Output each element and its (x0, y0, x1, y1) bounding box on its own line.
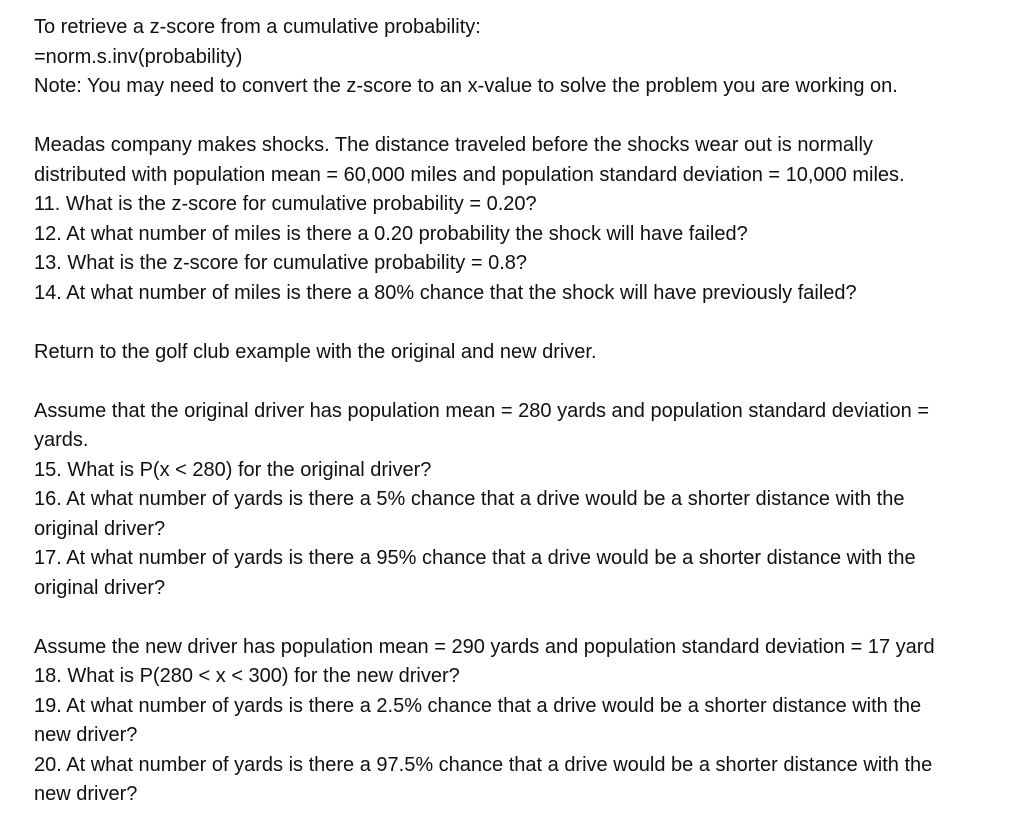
formula-line: =norm.s.inv(probability) (34, 45, 243, 68)
question-19-line-1: 19. At what number of yards is there a 2.5% chance that a drive would be a shorter distance with the (34, 694, 922, 717)
question-14: 14. At what number of miles is there a 80% chance that the shock will have previously failed? (34, 281, 857, 304)
question-20-line-2: new driver? (34, 783, 138, 805)
question-19-line-2: new driver? (34, 724, 138, 746)
question-12: 12. At what number of miles is there a 0.20 probability the shock will have failed? (34, 222, 748, 245)
note-line: Note: You may need to convert the z-score to an x-value to solve the problem you are working on. (34, 75, 898, 97)
shocks-context-line-2: distributed with population mean = 60,000 miles and population standard deviation = 10,000 miles. (34, 163, 905, 186)
question-16-line-1: 16. At what number of yards is there a 5% chance that a drive would be a shorter distance with the (34, 488, 905, 510)
question-13: 13. What is the z-score for cumulative probability = 0.8? (34, 252, 528, 274)
document-page (34, 13, 1024, 810)
question-15: 15. What is P(x < 280) for the original driver? (34, 458, 432, 481)
blank-line (34, 308, 1024, 338)
original-driver-context-line-1: Assume that the original driver has population mean = 280 yards and population standard deviation = (34, 399, 930, 422)
question-11: 11. What is the z-score for cumulative probability = 0.20? (34, 193, 537, 215)
new-driver-context-line-1: Assume the new driver has population mean = 290 yards and population standard deviation = 17 yard (34, 635, 935, 658)
blank-line (34, 102, 1024, 132)
question-17-line-1: 17. At what number of yards is there a 95% chance that a drive would be a shorter distance with the (34, 547, 916, 569)
intro-line-1: To retrieve a z-score from a cumulative probability: (34, 16, 481, 38)
question-18: 18. What is P(280 < x < 300) for the new driver? (34, 665, 460, 687)
shocks-context-line-1: Meadas company makes shocks. The distance traveled before the shocks wear out is normally (34, 134, 873, 156)
original-driver-context-line-2: yards. (34, 429, 89, 451)
question-20-line-1: 20. At what number of yards is there a 97.5% chance that a drive would be a shorter distance with the (34, 753, 933, 776)
blank-line (34, 603, 1024, 633)
golf-intro: Return to the golf club example with the original and new driver. (34, 340, 597, 363)
question-16-line-2: original driver? (34, 517, 166, 540)
blank-line (34, 367, 1024, 397)
question-17-line-2: original driver? (34, 576, 166, 599)
